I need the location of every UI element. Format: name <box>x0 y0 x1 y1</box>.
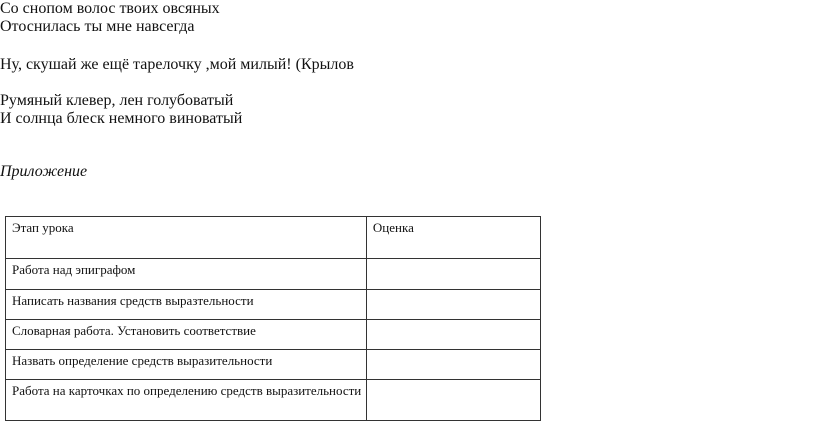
table-row <box>6 290 541 320</box>
grade-cell <box>366 350 540 380</box>
stage-cell: Написать названия средств выразтельности <box>6 290 367 320</box>
table-row <box>6 259 541 290</box>
stage-cell: Словарная работа. Установить соответствие <box>6 320 367 350</box>
grade-cell <box>366 320 540 350</box>
header-stage: Этап урока <box>6 217 367 259</box>
header-grade: Оценка <box>366 217 540 259</box>
poem-line-5: И солнца блеск немного виноватый <box>0 110 243 127</box>
appendix-title: Приложение <box>0 163 88 180</box>
stage-cell: Работа над эпиграфом <box>6 259 367 290</box>
grade-cell <box>366 259 540 290</box>
stage-cell: Назвать определение средств выразительности <box>6 350 367 380</box>
poem-line-3: Ну, скушай же ещё тарелочку ,мой милый! (Крылов <box>0 56 354 73</box>
poem-line-2: Отоснилась ты мне навсегда <box>0 18 195 35</box>
table-row <box>6 320 541 350</box>
lesson-evaluation-table <box>5 216 541 421</box>
table-row <box>6 350 541 380</box>
table-row <box>6 380 541 421</box>
stage-cell: Работа на карточках по определению средств выразительности <box>6 380 367 421</box>
grade-cell <box>366 380 540 421</box>
table-header-row <box>6 217 541 259</box>
poem-line-1: Со снопом волос твоих овсяных <box>0 0 220 17</box>
poem-line-4: Румяный клевер, лен голубоватый <box>0 92 234 109</box>
grade-cell <box>366 290 540 320</box>
